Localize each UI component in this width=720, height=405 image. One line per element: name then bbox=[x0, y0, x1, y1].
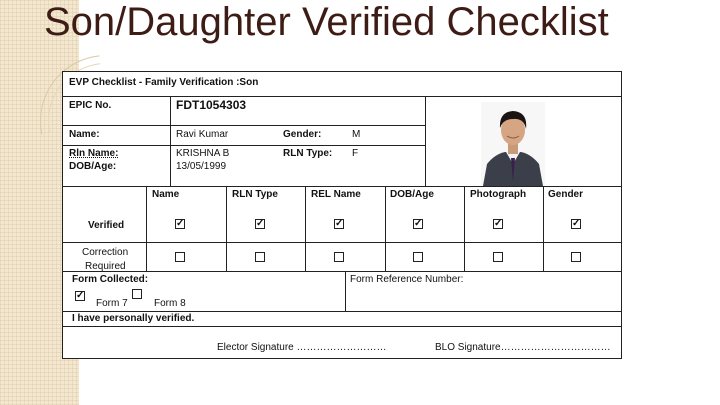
divider bbox=[226, 186, 227, 271]
divider bbox=[385, 186, 386, 271]
checkbox-correction-name[interactable] bbox=[175, 252, 185, 262]
dob-value: 13/05/1999 bbox=[176, 161, 227, 172]
checklist-form bbox=[62, 71, 622, 359]
divider bbox=[63, 125, 425, 126]
portrait-image bbox=[481, 102, 545, 186]
form-reference-label: Form Reference Number: bbox=[350, 274, 464, 285]
divider bbox=[63, 96, 621, 97]
checkbox-correction-rln-type[interactable] bbox=[255, 252, 265, 262]
rln-type-value: F bbox=[352, 148, 359, 159]
divider bbox=[425, 96, 426, 186]
column-header-dob-age: DOB/Age bbox=[390, 189, 434, 200]
form8-label: Form 8 bbox=[154, 298, 186, 309]
slide-title: Son/Daughter Verified Checklist bbox=[44, 0, 609, 44]
column-header-photograph: Photograph bbox=[470, 189, 527, 200]
dob-label: DOB/Age: bbox=[69, 161, 117, 172]
form7-label: Form 7 bbox=[96, 298, 128, 309]
column-header-rel-name: REL Name bbox=[311, 189, 361, 200]
checkbox-form8[interactable] bbox=[132, 289, 142, 299]
rln-name-label: Rln Name: bbox=[69, 148, 119, 159]
rln-type-label: RLN Type: bbox=[283, 148, 333, 159]
blo-signature-line: BLO Signature…………………………… bbox=[435, 342, 611, 353]
checkbox-verified-name[interactable]: ✓ bbox=[176, 218, 185, 229]
row-label-verified: Verified bbox=[88, 220, 125, 231]
checkbox-verified-dob-age[interactable]: ✓ bbox=[414, 218, 423, 229]
voter-photo bbox=[481, 102, 545, 186]
checkbox-correction-photograph[interactable] bbox=[493, 252, 503, 262]
divider bbox=[146, 186, 147, 271]
checkbox-verified-photograph[interactable]: ✓ bbox=[494, 218, 503, 229]
divider bbox=[63, 145, 425, 146]
row-label-correction: Correction bbox=[82, 247, 129, 258]
epic-label: EPIC No. bbox=[69, 100, 112, 111]
checkbox-correction-gender[interactable] bbox=[571, 252, 581, 262]
rln-name-value: KRISHNA B bbox=[176, 148, 230, 159]
divider bbox=[63, 311, 621, 312]
elector-signature-line: Elector Signature ……………………… bbox=[217, 342, 387, 353]
column-header-gender: Gender bbox=[548, 189, 584, 200]
epic-value: FDT1054303 bbox=[176, 98, 247, 112]
checkbox-verified-rel-name[interactable]: ✓ bbox=[335, 218, 344, 229]
checkbox-correction-dob-age[interactable] bbox=[413, 252, 423, 262]
divider bbox=[63, 271, 621, 272]
form-collected-label: Form Collected: bbox=[72, 274, 149, 285]
checkbox-form7[interactable]: ✓ bbox=[76, 290, 85, 301]
gender-value: M bbox=[352, 129, 361, 140]
divider bbox=[464, 186, 465, 271]
name-label: Name: bbox=[69, 129, 100, 140]
divider bbox=[63, 326, 621, 327]
column-header-rln-type: RLN Type bbox=[232, 189, 278, 200]
gender-label: Gender: bbox=[283, 129, 322, 140]
name-value: Ravi Kumar bbox=[176, 129, 229, 140]
checkbox-correction-rel-name[interactable] bbox=[334, 252, 344, 262]
checkbox-verified-gender[interactable]: ✓ bbox=[572, 218, 581, 229]
form-heading: EVP Checklist - Family Verification :Son bbox=[69, 77, 259, 88]
checkbox-verified-rln-type[interactable]: ✓ bbox=[256, 218, 265, 229]
row-label-required: Required bbox=[85, 261, 126, 272]
divider bbox=[543, 186, 544, 271]
divider bbox=[305, 186, 306, 271]
divider bbox=[345, 271, 346, 311]
personally-verified-text: I have personally verified. bbox=[72, 313, 195, 324]
column-header-name: Name bbox=[152, 189, 180, 200]
divider bbox=[170, 96, 171, 186]
